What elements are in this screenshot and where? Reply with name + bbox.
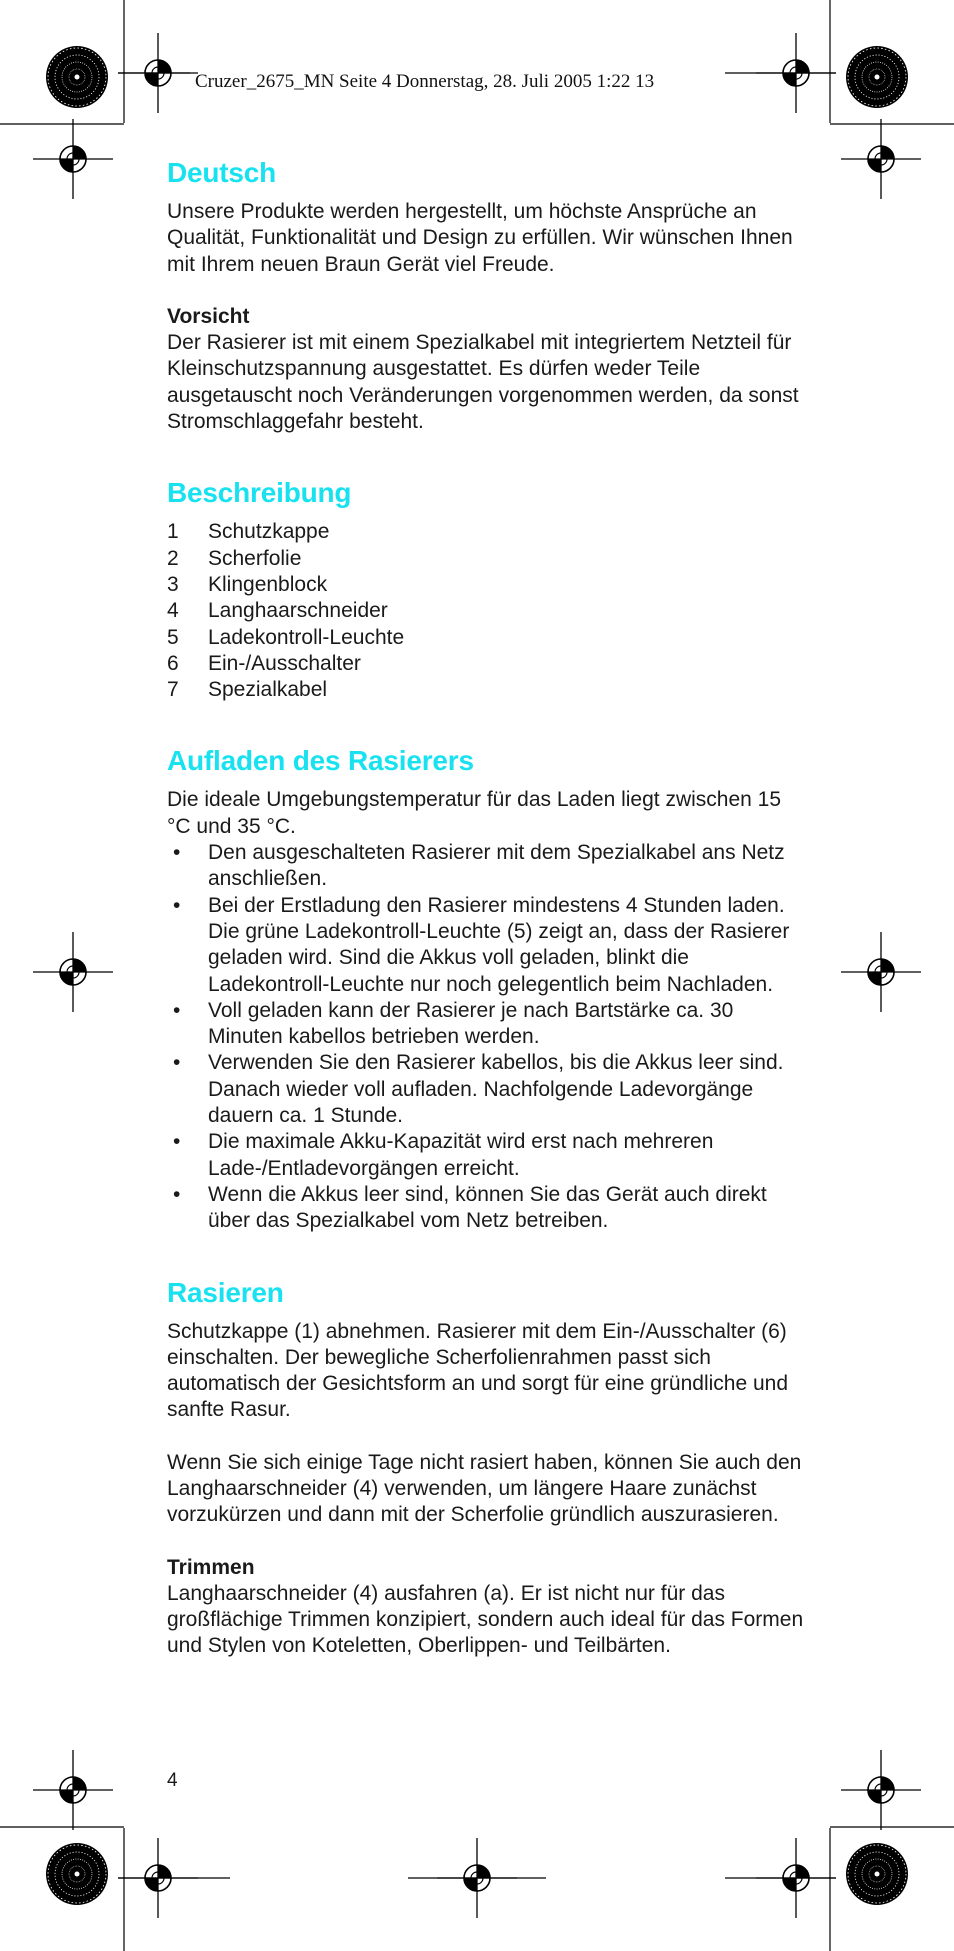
heading-aufladen: Aufladen des Rasierers xyxy=(167,745,474,777)
list-item: • Voll geladen kann der Rasierer je nach Bartstärke ca. 30 Minuten kabellos betrieben werden. xyxy=(173,998,734,1049)
list-item: 3 Klingenblock xyxy=(167,572,328,596)
shaving-paragraph-2: Wenn Sie sich einige Tage nicht rasiert haben, können Sie auch den Langhaarschneider (4) verwenden, um längere Haare zunächst vorzukürzen und dann mit der Scherfolie gründlich auszurasieren. xyxy=(167,1450,802,1527)
caution-paragraph: Der Rasierer ist mit einem Spezialkabel mit integriertem Netzteil für Kleinschutzspannung ausgestattet. Es dürfen weder Teile ausgetauscht noch Veränderungen vorgenommen werden, da sonst Stromschlaggefahr besteht. xyxy=(167,331,799,434)
list-item: • Bei der Erstladung den Rasierer mindestens 4 Stunden laden. Die grüne Ladekontroll-Leuchte (5) zeigt an, dass der Rasierer geladen wird. Sind die Akkus voll geladen, blinkt die Ladekontroll-Leuchte nur noch gelegentlich beim Nachladen. xyxy=(173,893,790,996)
list-item: 5 Ladekontroll-Leuchte xyxy=(167,625,405,649)
list-item: 7 Spezialkabel xyxy=(167,678,328,702)
trimming-paragraph: Langhaarschneider (4) ausfahren (a). Er ist nicht nur für das großflächige Trimmen konzipiert, sondern auch ideal für das Formen und Stylen von Koteletten, Oberlippen- und Teilbärten. xyxy=(167,1581,804,1658)
heading-rasieren: Rasieren xyxy=(167,1276,284,1308)
charging-intro: Die ideale Umgebungstemperatur für das Laden liegt zwischen 15 °C und 35 °C. xyxy=(167,788,782,838)
charging-bullets xyxy=(167,840,807,1234)
print-slug-line: Cruzer_2675_MN Seite 4 Donnerstag, 28. Juli 2005 1:22 13 xyxy=(195,71,655,92)
document-body xyxy=(167,155,807,1660)
heading-deutsch: Deutsch xyxy=(167,157,277,188)
list-item: • Wenn die Akkus leer sind, können Sie das Gerät auch direkt über das Spezialkabel vom Netz betreiben. xyxy=(173,1182,767,1233)
list-item: 4 Langhaarschneider xyxy=(167,599,388,623)
shaving-paragraph-1: Schutzkappe (1) abnehmen. Rasierer mit dem Ein-/Ausschalter (6) einschalten. Der bewegliche Scherfolienrahmen passt sich automatisch der Gesichtsform an und sorgt für eine gründliche und sanfte Rasur. xyxy=(167,1319,789,1422)
list-item: • Den ausgeschalteten Rasierer mit dem Spezialkabel ans Netz anschließen. xyxy=(173,841,785,891)
list-item: 1 Schutzkappe xyxy=(167,520,330,544)
page-number: 4 xyxy=(167,1770,178,1791)
list-item: 2 Scherfolie xyxy=(167,546,302,570)
list-item: 6 Ein-/Ausschalter xyxy=(167,651,361,675)
list-item: • Verwenden Sie den Rasierer kabellos, bis die Akkus leer sind. Danach wieder voll aufladen. Nachfolgende Ladevorgänge dauern ca. 1 Stunde. xyxy=(173,1051,784,1128)
trimming-heading: Trimmen xyxy=(167,1555,255,1579)
caution-heading: Vorsicht xyxy=(167,304,250,328)
list-item: • Die maximale Akku-Kapazität wird erst nach mehreren Lade-/Entladevorgängen erreicht. xyxy=(173,1130,714,1180)
intro-paragraph: Unsere Produkte werden hergestellt, um höchste Ansprüche an Qualität, Funktionalität und Design zu erfüllen. Wir wünschen Ihnen mit Ihrem neuen Braun Gerät viel Freude. xyxy=(167,200,793,276)
parts-list xyxy=(167,519,807,703)
heading-beschreibung: Beschreibung xyxy=(167,477,352,509)
